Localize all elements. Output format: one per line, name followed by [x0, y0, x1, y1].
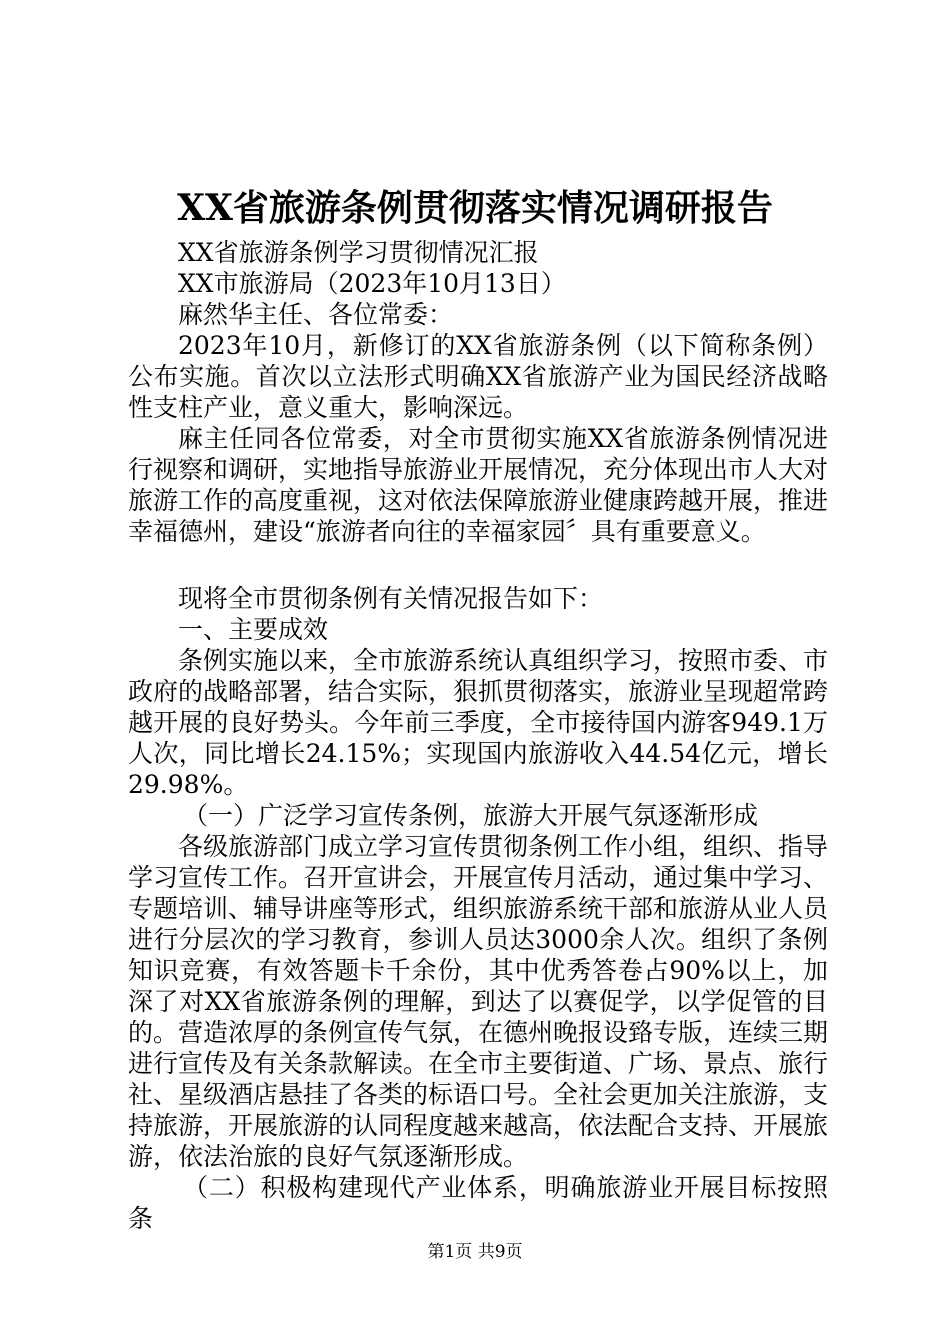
paragraph-intro: 2023年10月，新修订的XX省旅游条例（以下简称条例）公布实施。首次以立法形式明确XX省旅游产业为国民经济战略性支柱产业，意义重大，影响深远。: [128, 331, 828, 422]
document-title: XX省旅游条例贯彻落实情况调研报告: [177, 187, 773, 229]
paragraph-report-lead: 现将全市贯彻条例有关情况报告如下：: [178, 584, 604, 613]
section-heading-main-results: 一、主要成效: [178, 615, 329, 644]
report-subtitle: XX省旅游条例学习贯彻情况汇报: [178, 238, 539, 267]
subsection-heading-1: （一）广泛学习宣传条例，旅游大开展气氛逐渐形成: [183, 801, 759, 830]
salutation: 麻然华主任、各位常委：: [178, 300, 454, 329]
subsection-heading-2: （二）积极构建现代产业体系，明确旅游业开展目标按照条: [128, 1173, 828, 1233]
page-number-footer: 第1页 共9页: [427, 1242, 523, 1262]
paragraph-results: 条例实施以来，全市旅游系统认真组织学习，按照市委、市政府的战略部署，结合实际，狠抓贯彻落实，旅游业呈现超常跨越开展的良好势头。今年前三季度，全市接待国内游客949.1万人次，同比增长24.15%；实现国内旅游收入44.54亿元，增长29.98%。: [128, 646, 829, 799]
paragraph-spacer: [128, 547, 828, 583]
paragraph-inspection: 麻主任同各位常委，对全市贯彻实施XX省旅游条例情况进行视察和调研，实地指导旅游业开展情况，充分体现出市人大对旅游工作的高度重视，这对依法保障旅游业健康跨越开展，推进幸福德州，建设“旅游者向往的幸福家园〞具有重要意义。: [128, 424, 829, 546]
paragraph-publicity: 各级旅游部门成立学习宣传贯彻条例工作小组，组织、指导学习宣传工作。召开宣讲会，开展宣传月活动，通过集中学习、专题培训、辅导讲座等形式，组织旅游系统干部和旅游从业人员进行分层次的学习教育，参训人员达3000余人次。组织了条例知识竞赛，有效答题卡千余份，其中优秀答卷占90%以上，加深了对XX省旅游条例的理解，到达了以赛促学，以学促管的目的。营造浓厚的条例宣传气氛，在德州晚报设臵专版，连续三期进行宣传及有关条款解读。在全市主要街道、广场、景点、旅行社、星级酒店悬挂了各类的标语口号。全社会更加关注旅游，支持旅游，开展旅游的认同程度越来越高，依法配合支持、开展旅游，依法治旅的良好气氛逐渐形成。: [128, 832, 829, 1171]
report-issuer-date: XX市旅游局（2023年10月13日）: [178, 269, 566, 298]
document-body: [128, 237, 828, 1234]
